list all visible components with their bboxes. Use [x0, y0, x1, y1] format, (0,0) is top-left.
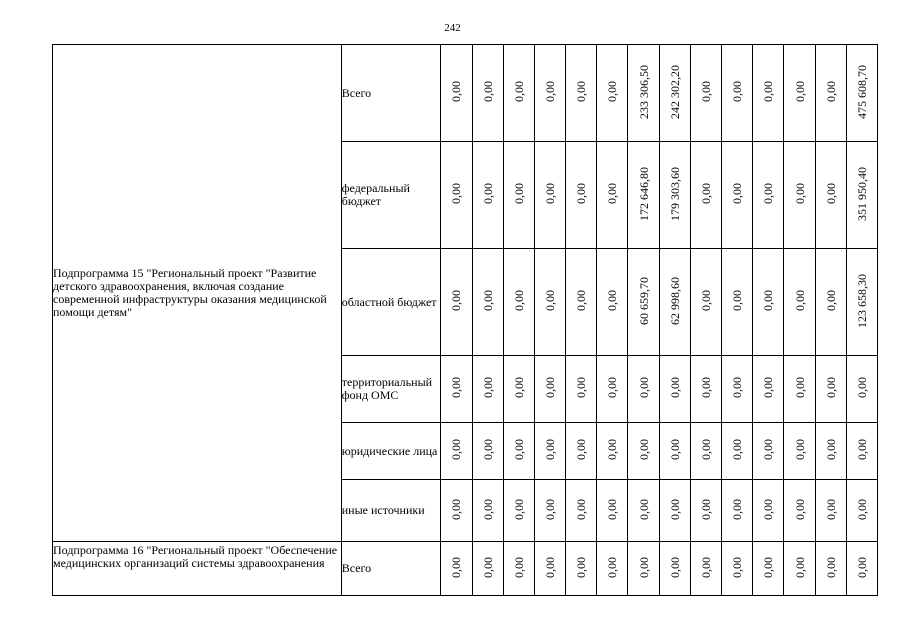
amount-cell	[566, 249, 597, 356]
funding-source-cell: юридические лица	[341, 423, 441, 480]
amount-value: 0,00	[574, 183, 589, 204]
amount-value: 233 306,50	[636, 64, 651, 119]
amount-cell	[753, 45, 784, 142]
funding-source-cell: территориальный фонд ОМС	[341, 356, 441, 423]
amount-cell	[628, 423, 659, 480]
amount-value: 0,00	[511, 377, 526, 398]
amount-value: 0,00	[605, 498, 620, 520]
amount-value: 0,00	[792, 290, 807, 311]
amount-cell	[846, 45, 877, 142]
amount-cell	[628, 542, 659, 596]
amount-value: 0,00	[730, 81, 745, 102]
amount-cell	[628, 45, 659, 142]
amount-cell	[690, 480, 721, 542]
amount-value: 0,00	[574, 498, 589, 520]
amount-value: 0,00	[823, 439, 838, 460]
amount-value: 0,00	[730, 377, 745, 398]
amount-value: 0,00	[823, 556, 838, 578]
amount-cell	[784, 45, 815, 142]
amount-value: 0,00	[574, 290, 589, 311]
amount-value: 0,00	[636, 498, 651, 520]
amount-value: 0,00	[823, 183, 838, 204]
amount-value: 0,00	[730, 498, 745, 520]
amount-value: 0,00	[823, 81, 838, 102]
amount-cell	[753, 480, 784, 542]
amount-cell	[722, 45, 753, 142]
amount-cell	[503, 45, 534, 142]
amount-cell	[846, 356, 877, 423]
amount-cell	[472, 542, 503, 596]
amount-cell	[472, 142, 503, 249]
amount-value: 0,00	[667, 377, 682, 398]
amount-cell	[659, 356, 690, 423]
amount-cell	[628, 356, 659, 423]
amount-cell	[597, 423, 628, 480]
amount-cell	[566, 480, 597, 542]
amount-cell	[566, 356, 597, 423]
amount-value: 0,00	[667, 498, 682, 520]
amount-cell	[503, 480, 534, 542]
amount-value: 0,00	[480, 498, 495, 520]
amount-value: 62 998,60	[667, 276, 682, 325]
amount-cell	[815, 356, 846, 423]
amount-cell	[534, 45, 565, 142]
amount-cell	[441, 142, 472, 249]
amount-value: 0,00	[543, 498, 557, 520]
amount-value: 0,00	[511, 183, 526, 204]
funding-source-cell: иные источники	[341, 480, 441, 542]
amount-value: 0,00	[761, 290, 776, 311]
amount-cell	[534, 356, 565, 423]
amount-cell	[659, 142, 690, 249]
budget-table	[52, 44, 878, 596]
amount-cell	[846, 249, 877, 356]
amount-value: 0,00	[792, 556, 807, 578]
amount-value: 0,00	[543, 377, 557, 398]
amount-cell	[722, 142, 753, 249]
amount-value: 0,00	[854, 556, 869, 578]
amount-cell	[534, 542, 565, 596]
amount-cell	[566, 423, 597, 480]
amount-value: 351 950,40	[854, 166, 869, 221]
funding-source-cell: Всего	[341, 542, 441, 596]
amount-value: 0,00	[698, 183, 713, 204]
amount-value: 0,00	[449, 377, 464, 398]
amount-value: 0,00	[854, 439, 869, 460]
amount-cell	[441, 356, 472, 423]
amount-value: 0,00	[823, 498, 838, 520]
amount-cell	[659, 480, 690, 542]
amount-value: 123 658,30	[854, 273, 869, 328]
amount-cell	[472, 249, 503, 356]
amount-cell	[722, 423, 753, 480]
amount-value: 0,00	[792, 81, 807, 102]
amount-cell	[534, 249, 565, 356]
amount-value: 0,00	[449, 439, 464, 460]
amount-cell	[472, 423, 503, 480]
amount-cell	[659, 423, 690, 480]
amount-value: 0,00	[761, 183, 776, 204]
amount-value: 0,00	[761, 377, 776, 398]
amount-cell	[441, 542, 472, 596]
amount-value: 0,00	[511, 498, 526, 520]
funding-source-cell: областной бюджет	[341, 249, 441, 356]
amount-value: 0,00	[698, 81, 713, 102]
amount-value: 0,00	[480, 290, 495, 311]
amount-cell	[815, 45, 846, 142]
amount-value: 0,00	[698, 556, 713, 578]
amount-cell	[503, 542, 534, 596]
amount-value: 0,00	[761, 81, 776, 102]
amount-cell	[753, 142, 784, 249]
amount-value: 0,00	[761, 498, 776, 520]
amount-value: 0,00	[511, 439, 526, 460]
amount-cell	[784, 142, 815, 249]
amount-value: 0,00	[480, 439, 495, 460]
amount-value: 0,00	[636, 377, 651, 398]
amount-value: 242 302,20	[667, 64, 682, 119]
amount-cell	[566, 142, 597, 249]
amount-value: 0,00	[854, 377, 869, 398]
amount-value: 60 659,70	[636, 276, 651, 325]
amount-cell	[534, 480, 565, 542]
amount-cell	[472, 356, 503, 423]
amount-value: 0,00	[449, 556, 464, 578]
amount-cell	[722, 542, 753, 596]
page-number: 242	[444, 22, 461, 34]
amount-cell	[441, 45, 472, 142]
funding-source-cell: Всего	[341, 45, 441, 142]
amount-cell	[690, 423, 721, 480]
amount-cell	[472, 480, 503, 542]
amount-cell	[846, 142, 877, 249]
amount-cell	[472, 45, 503, 142]
amount-cell	[722, 356, 753, 423]
amount-cell	[784, 480, 815, 542]
amount-value: 0,00	[449, 498, 464, 520]
amount-cell	[815, 249, 846, 356]
amount-value: 0,00	[636, 556, 651, 578]
program-name-cell: Подпрограмма 16 "Региональный проект "Обеспечение медицинских организаций системы здравоохранения	[53, 542, 342, 596]
amount-cell	[597, 480, 628, 542]
amount-value: 0,00	[730, 183, 745, 204]
amount-value: 0,00	[449, 290, 464, 311]
amount-value: 172 646,80	[636, 166, 651, 221]
amount-cell	[441, 423, 472, 480]
amount-value: 0,00	[574, 377, 589, 398]
amount-value: 475 608,70	[854, 64, 869, 119]
amount-cell	[753, 423, 784, 480]
amount-cell	[566, 45, 597, 142]
amount-value: 0,00	[511, 81, 526, 102]
amount-value: 0,00	[543, 556, 557, 578]
amount-value: 0,00	[761, 439, 776, 460]
amount-value: 0,00	[574, 81, 589, 102]
funding-source-cell: федеральный бюджет	[341, 142, 441, 249]
amount-value: 0,00	[449, 81, 464, 102]
amount-cell	[597, 542, 628, 596]
amount-cell	[815, 480, 846, 542]
amount-value: 0,00	[761, 556, 776, 578]
amount-cell	[659, 249, 690, 356]
amount-cell	[722, 249, 753, 356]
amount-cell	[503, 356, 534, 423]
amount-value: 0,00	[605, 556, 620, 578]
amount-value: 0,00	[480, 183, 495, 204]
amount-value: 0,00	[511, 290, 526, 311]
amount-value: 0,00	[605, 377, 620, 398]
amount-cell	[503, 423, 534, 480]
amount-cell	[597, 356, 628, 423]
amount-value: 0,00	[636, 439, 651, 460]
amount-value: 0,00	[543, 81, 557, 102]
amount-value: 0,00	[792, 498, 807, 520]
program-name-cell: Подпрограмма 15 "Региональный проект "Развитие детского здравоохранения, включая создание современной инфраструктуры оказания медицинской помощи детям"	[53, 45, 342, 542]
amount-cell	[846, 480, 877, 542]
amount-value: 0,00	[480, 556, 495, 578]
amount-cell	[753, 542, 784, 596]
amount-value: 0,00	[543, 439, 557, 460]
amount-cell	[846, 423, 877, 480]
amount-value: 0,00	[605, 81, 620, 102]
amount-cell	[753, 356, 784, 423]
amount-cell	[628, 142, 659, 249]
amount-value: 0,00	[823, 290, 838, 311]
amount-cell	[815, 142, 846, 249]
amount-value: 0,00	[823, 377, 838, 398]
amount-value: 0,00	[698, 377, 713, 398]
amount-value: 0,00	[605, 183, 620, 204]
amount-cell	[784, 249, 815, 356]
amount-value: 0,00	[667, 439, 682, 460]
amount-cell	[534, 142, 565, 249]
table-row	[53, 542, 878, 596]
amount-cell	[503, 142, 534, 249]
amount-cell	[690, 356, 721, 423]
amount-cell	[534, 423, 565, 480]
amount-cell	[784, 356, 815, 423]
amount-cell	[690, 249, 721, 356]
amount-value: 0,00	[543, 183, 557, 204]
amount-cell	[815, 542, 846, 596]
amount-cell	[690, 542, 721, 596]
amount-cell	[846, 542, 877, 596]
amount-value: 0,00	[792, 377, 807, 398]
amount-cell	[753, 249, 784, 356]
amount-value: 0,00	[730, 556, 745, 578]
amount-cell	[722, 480, 753, 542]
amount-cell	[566, 542, 597, 596]
amount-value: 0,00	[480, 377, 495, 398]
amount-value: 0,00	[698, 498, 713, 520]
amount-cell	[659, 542, 690, 596]
amount-cell	[815, 423, 846, 480]
amount-value: 0,00	[698, 439, 713, 460]
amount-value: 0,00	[605, 290, 620, 311]
amount-cell	[503, 249, 534, 356]
amount-cell	[441, 480, 472, 542]
amount-cell	[784, 542, 815, 596]
amount-value: 0,00	[574, 439, 589, 460]
amount-cell	[628, 249, 659, 356]
table-row	[53, 45, 878, 142]
amount-value: 0,00	[854, 498, 869, 520]
amount-value: 0,00	[730, 290, 745, 311]
amount-value: 0,00	[511, 556, 526, 578]
amount-value: 0,00	[792, 439, 807, 460]
amount-cell	[441, 249, 472, 356]
amount-value: 0,00	[574, 556, 589, 578]
amount-cell	[659, 45, 690, 142]
amount-cell	[690, 142, 721, 249]
amount-cell	[597, 249, 628, 356]
amount-cell	[597, 142, 628, 249]
amount-cell	[784, 423, 815, 480]
amount-value: 0,00	[480, 81, 495, 102]
amount-value: 179 303,60	[667, 166, 682, 221]
amount-value: 0,00	[449, 183, 464, 204]
amount-value: 0,00	[667, 556, 682, 578]
amount-value: 0,00	[698, 290, 713, 311]
amount-value: 0,00	[543, 290, 557, 311]
amount-value: 0,00	[605, 439, 620, 460]
amount-value: 0,00	[730, 439, 745, 460]
amount-cell	[597, 45, 628, 142]
amount-cell	[690, 45, 721, 142]
amount-cell	[628, 480, 659, 542]
amount-value: 0,00	[792, 183, 807, 204]
